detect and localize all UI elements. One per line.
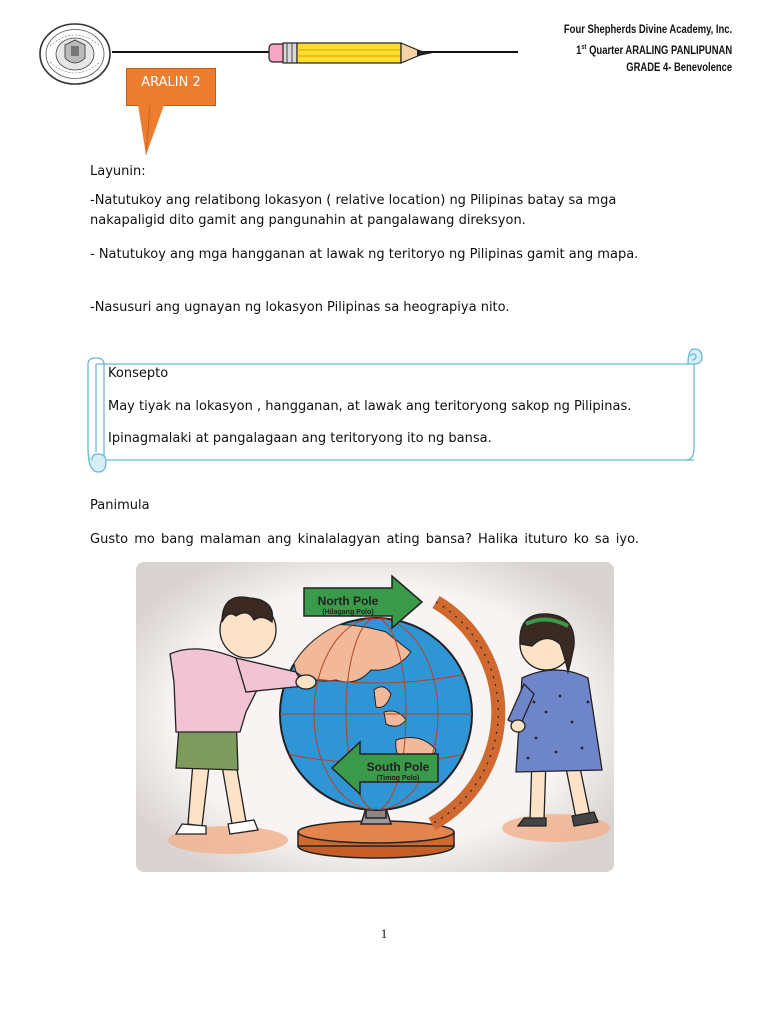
south-pole-sublabel: (Timog Polo) bbox=[376, 775, 420, 782]
objectives-heading: Layunin: bbox=[90, 164, 146, 179]
school-seal bbox=[38, 22, 112, 86]
concept-title: Konsepto bbox=[108, 366, 169, 381]
quarter-text: Quarter ARALING PANLIPUNAN bbox=[588, 44, 732, 57]
pencil-icon bbox=[265, 40, 437, 66]
callout-tail bbox=[138, 105, 178, 157]
quarter-suffix: st bbox=[581, 44, 587, 51]
concept-line: May tiyak na lokasyon , hangganan, at lawak ang teritoryong sakop ng Pilipinas. bbox=[108, 399, 632, 414]
lesson-label: ARALIN 2 bbox=[141, 75, 201, 90]
page-number: 1 bbox=[380, 926, 388, 941]
quarter-number: 1 bbox=[575, 44, 582, 57]
intro-text: Gusto mo bang malaman ang kinalalagyan ating bansa? Halika ituturo ko sa iyo. bbox=[90, 532, 639, 547]
globe-illustration bbox=[136, 562, 614, 872]
south-pole-label: South Pole bbox=[366, 760, 430, 774]
school-info bbox=[564, 22, 732, 77]
school-name: Four Shepherds Divine Academy, Inc. bbox=[563, 24, 732, 36]
objective-item: - Natutukoy ang mga hangganan at lawak ng teritoryo ng Pilipinas gamit ang mapa. bbox=[90, 247, 639, 262]
objective-item: -Nasusuri ang ugnayan ng lokasyon Pilipinas sa heograpiya nito. bbox=[90, 300, 510, 315]
lesson-callout bbox=[126, 68, 216, 106]
objective-item: -Natutukoy ang relatibong lokasyon ( relative location) ng Pilipinas batay sa mga nakapaligid dito gamit ang pangunahin at pangalawang direksyon. bbox=[90, 193, 617, 228]
quarter-subject bbox=[564, 39, 732, 60]
north-pole-label: North Pole bbox=[317, 594, 379, 608]
intro-heading: Panimula bbox=[90, 498, 150, 513]
grade-section: GRADE 4- Benevolence bbox=[626, 61, 732, 74]
north-pole-sublabel: (Hilagang Polo) bbox=[322, 609, 374, 616]
concept-line: Ipinagmalaki at pangalagaan ang teritoryong ito ng bansa. bbox=[108, 431, 492, 446]
